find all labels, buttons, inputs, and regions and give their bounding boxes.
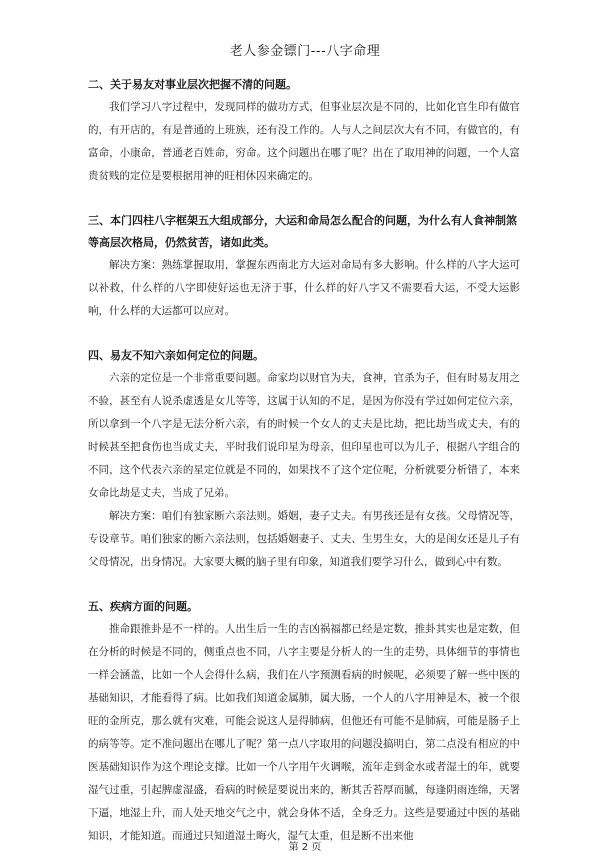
section-luck-cycle (88, 210, 520, 323)
section-career-level (88, 74, 520, 188)
section-paragraph: 推命跟推卦是不一样的。人出生后一生的吉凶祸福都已经是定数，推卦其实也是定数，但在分析的时候是不同的，侧重点也不同，八字主要是分析人的一生的走势，具体细节的事情也一样会涵盖，比如一个人会得什么病，我们在八字预测看病的时候呢，必须要了解一些中医的基础知识，才能看得了病。比如我们知道金属肺，属大肠，一个人的八字用神是木，被一个很旺的金所克，那么就有灾难，可能会说这人是得肺病，但他还有可能不是肺病，可能是肠子上的病等等。定不准问题出在哪儿了呢？第一点八字取用的问题没搞明白，第二点没有相应的中医基础知识作为这个理论支撑。比如一个八字用午火调喉，流年走到金水或者湿土的年，就要湿气过重，引起脾虚湿盛，看病的时候是要说出来的，断其舌苔厚而腻，每逢阴雨连绵，天署下逼，地湿上升，而人处天地交气之中，就会身体不适，全身乏力。这些是要通过中医的基础知识，才能知道。而通过只知道湿土晦火，湿气太重，但是断不出来他 (88, 623, 520, 842)
section-paragraph: 六亲的定位是一个非常重要问题。命家均以财官为夫，食神，官杀为子，但有时易友用之不验，甚至有人说杀虚透是女儿等等，这属于认知的不足，是因为你没有学过如何定位六亲，所以拿到一个八字是无法分析六亲，有的时候一个女人的丈夫是比劫，把比劫当成丈夫，有的时候甚至把食伤也当成丈夫，平时我们说印星为母亲，但印星也可以为儿子，根据八字组合的不同，这个代表六亲的星定位就是不同的，如果找不了这个定位呢，分析就要分析错了，本来女命比劫是丈夫，当成了兄弟。 (88, 372, 520, 499)
page-title: 老人参金镖门---八字命理 (229, 44, 381, 59)
section-paragraph: 解决方案：熟练掌握取用，掌握东西南北方大运对命局有多大影响。什么样的八字大运可以补救，什么样的八字即使好运也无济于事，什么样的好八字又不需要看大运，不受大运影响，什么样的大运都可以应对。 (88, 259, 520, 317)
page-number: 第 2 页 (288, 842, 322, 853)
section-paragraph: 我们学习八字过程中，发现同样的做功方式，但事业层次是不同的，比如化官生印有做官的，有开店的，有是普通的上班族，还有没工作的。人与人之间层次大有不同，有做官的，有富命，小康命，普通老百姓命，穷命。这个问题出在哪了呢？出在了取用神的问题，一个人富贵贫贱的定位是要根据用神的旺相休囚来确定的。 (88, 101, 520, 182)
section-six-relations (88, 345, 520, 574)
section-heading: 三、本门四柱八字框架五大组成部分，大运和命局怎么配合的问题，为什么有人食神制煞等高层次格局，仍然贫苦，诸如此类。 (88, 214, 517, 249)
section-heading: 四、易友不知六亲如何定位的问题。 (88, 349, 264, 362)
section-heading: 五、疾病方面的问题。 (88, 600, 198, 613)
section-heading: 二、关于易友对事业层次把握不清的问题。 (88, 78, 297, 91)
section-paragraph: 解决方案：咱们有独家断六亲法则。婚姻，妻子丈夫。有男孩还是有女孩。父母情况等，专设章节。咱们独家的断六亲法则，包括婚姻妻子、丈夫、生男生女，大的是闺女还是儿子有父母情况，出身情况。大家要大概的脑子里有印象，知道我们要学习什么，做到心中有数。 (88, 510, 520, 568)
document-body (88, 74, 520, 868)
section-illness (88, 596, 520, 848)
